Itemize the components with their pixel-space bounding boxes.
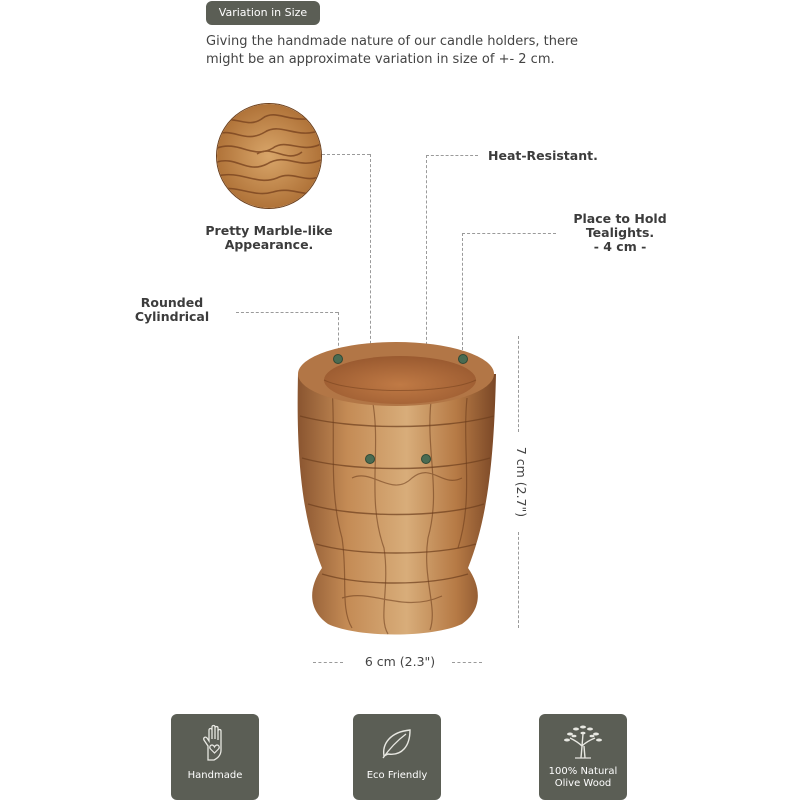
width-label: 6 cm (2.3"): [364, 654, 436, 669]
height-dimension: [512, 336, 529, 628]
callout-heat-line1: Heat-Resistant.: [488, 148, 598, 163]
feature-tile-eco-friendly: [353, 714, 441, 800]
feature-label-eco-friendly: Eco Friendly: [366, 770, 428, 781]
feature-label-line2: Olive Wood: [554, 778, 612, 789]
leader-tealights-v: [462, 233, 463, 355]
leader-heat-h: [426, 155, 478, 156]
width-dash-right: [452, 662, 482, 663]
wood-grain-swatch: [216, 103, 322, 209]
callout-marble-line2: Appearance.: [224, 237, 314, 252]
callout-tealights: [562, 212, 678, 254]
leader-rounded-h: [236, 312, 338, 313]
height-dash-top: [518, 336, 519, 432]
feature-label-handmade: Handmade: [187, 770, 243, 781]
variation-description: Giving the handmade nature of our candle holders, there might be an approximate variation in size of +- 2 cm.: [206, 34, 579, 67]
callout-tealights-line1: Place to Hold: [573, 211, 667, 226]
leader-marble-h: [322, 154, 370, 155]
callout-tealights-size: - 4 cm -: [593, 239, 647, 254]
callout-marble-line1: Pretty Marble-like: [205, 223, 333, 238]
leaf-icon: [380, 726, 414, 760]
callout-heat-resistant: [488, 149, 598, 163]
height-dash-bottom: [518, 532, 519, 628]
olive-wood-candle-holder: [292, 338, 498, 640]
leader-heat-v: [426, 155, 427, 355]
leader-tealights-h: [462, 233, 556, 234]
callout-marble-appearance: [196, 224, 342, 252]
callout-rounded-line1: Rounded: [140, 295, 204, 310]
callout-rounded-line2: Cylindrical: [134, 309, 210, 324]
olive-tree-icon: [560, 722, 606, 760]
callout-tealights-line2: Tealights.: [585, 225, 655, 240]
height-label: 7 cm (2.7"): [514, 446, 529, 518]
callout-rounded-cylindrical: [128, 296, 216, 324]
hand-heart-icon: [200, 724, 230, 762]
feature-label-line1: 100% Natural: [548, 766, 618, 777]
leader-marble-v: [370, 154, 371, 354]
feature-tile-handmade: [171, 714, 259, 800]
variation-in-size-badge: Variation in Size: [206, 1, 320, 25]
feature-tile-natural-olive-wood: [539, 714, 627, 800]
width-dash-left: [313, 662, 343, 663]
feature-label-natural-olive-wood: [539, 766, 627, 790]
